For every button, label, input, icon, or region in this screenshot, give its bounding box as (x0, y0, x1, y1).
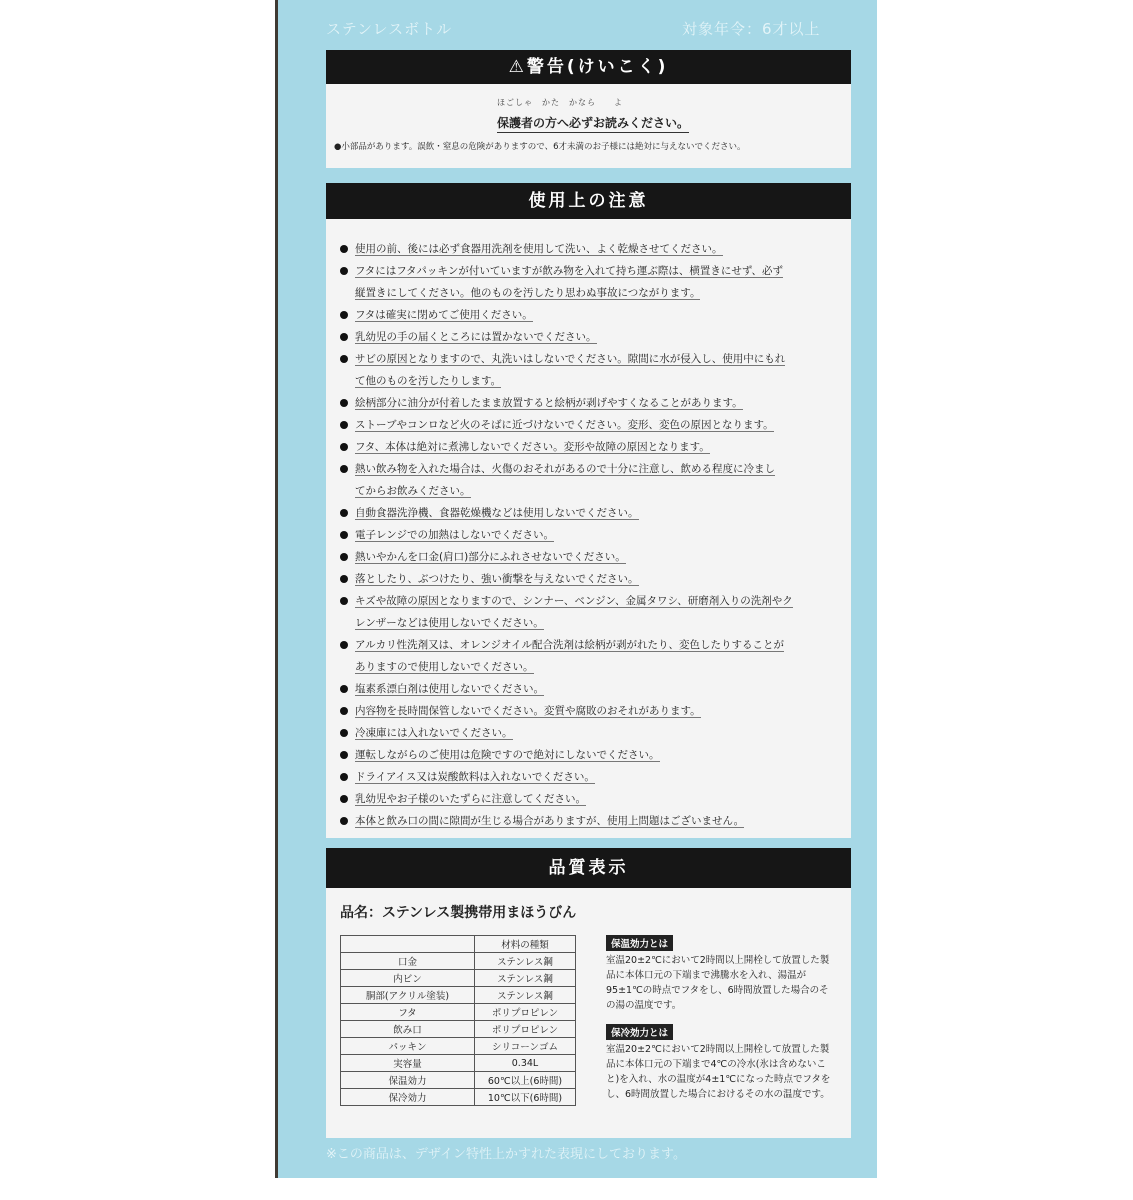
caution-line: 塩素系漂白剤は使用しないでください。 (355, 683, 544, 695)
caution-item (340, 436, 840, 458)
bullet-icon (340, 641, 348, 649)
part-cell: 実容量 (341, 1055, 475, 1072)
table-row (341, 970, 576, 987)
cold-title: 保冷効力とは (606, 1024, 673, 1040)
bullet-icon (340, 531, 348, 539)
material-cell: 0.34L (475, 1055, 576, 1072)
caution-line: フタ、本体は絶対に煮沸しないでください。変形や故障の原因となります。 (355, 441, 710, 453)
quality-title: 品質表示 (326, 848, 851, 888)
caution-text (355, 348, 785, 392)
bullet-icon (340, 707, 348, 715)
bullet-icon (340, 355, 348, 363)
caution-text (355, 326, 597, 348)
bullet-icon (340, 729, 348, 737)
caution-text (355, 414, 774, 436)
caution-text (355, 238, 723, 260)
bullet-icon (340, 773, 348, 781)
material-cell: ステンレス鋼 (475, 953, 576, 970)
material-cell: 10℃以下(6時間) (475, 1089, 576, 1106)
caution-text (355, 502, 639, 524)
caution-item (340, 326, 840, 348)
caution-line: 乳幼児の手の届くところには置かないでください。 (355, 331, 597, 343)
guardian-note: 保護者の方へ必ずお読みください。 (497, 114, 689, 133)
age-label: 対象年令：6才以上 (682, 20, 821, 38)
part-cell: パッキン (341, 1038, 475, 1055)
caution-text (355, 436, 710, 458)
caution-text (355, 546, 626, 568)
box-edge (275, 0, 278, 1178)
bullet-icon (340, 553, 348, 561)
caution-text (355, 810, 744, 832)
caution-line: キズや故障の原因となりますので、シンナー、ベンジン、金属タワシ、研磨剤入りの洗剤やク (355, 595, 793, 607)
caution-line: 乳幼児やお子様のいたずらに注意してください。 (355, 793, 586, 805)
table-row (341, 1072, 576, 1089)
caution-line: サビの原因となりますので、丸洗いはしないでください。隙間に水が侵入し、使用中にもれ (355, 353, 786, 365)
caution-text (355, 700, 701, 722)
caution-item (340, 414, 840, 436)
caution-item (340, 634, 840, 678)
caution-item (340, 810, 840, 832)
caution-item (340, 304, 840, 326)
material-cell: 60℃以上(6時間) (475, 1072, 576, 1089)
caution-text (355, 722, 513, 744)
table-row (341, 953, 576, 970)
caution-item (340, 392, 840, 414)
bullet-icon (340, 575, 348, 583)
caution-line: 熱い飲み物を入れた場合は、火傷のおそれがあるので十分に注意し、飲める程度に冷まし (355, 463, 775, 475)
part-cell: 胴部(アクリル塗装) (341, 987, 475, 1004)
caution-line: 運転しながらのご使用は危険ですので絶対にしないでください。 (355, 749, 660, 761)
bullet-icon (340, 597, 348, 605)
caution-line: てからお飲みください。 (355, 485, 471, 497)
caution-line: ありますので使用しないでください。 (355, 661, 534, 673)
product-name: 品名：ステンレス製携帯用まほうびん (340, 905, 577, 921)
caution-item (340, 788, 840, 810)
caution-item (340, 590, 840, 634)
table-row (341, 1089, 576, 1106)
bullet-icon (340, 685, 348, 693)
table-row (341, 987, 576, 1004)
table-row (341, 1004, 576, 1021)
caution-item (340, 766, 840, 788)
caution-text (355, 744, 660, 766)
bullet-icon (340, 399, 348, 407)
caution-line: 熱いやかんを口金(肩口)部分にふれさせないでください。 (355, 551, 626, 563)
material-cell: ステンレス鋼 (475, 970, 576, 987)
bullet-icon (340, 421, 348, 429)
caution-line: フタにはフタパッキンが付いていますが飲み物を入れて持ち運ぶ際は、横置きにせず、必ず (355, 265, 783, 277)
material-cell: ポリプロピレン (475, 1004, 576, 1021)
part-cell: 保温効力 (341, 1072, 475, 1089)
bullet-icon (340, 795, 348, 803)
caution-text (355, 788, 586, 810)
caution-line: 落としたり、ぶつけたり、強い衝撃を与えないでください。 (355, 573, 639, 585)
caution-item (340, 238, 840, 260)
part-cell: 飲み口 (341, 1021, 475, 1038)
bullet-icon (340, 443, 348, 451)
caution-text (355, 524, 554, 546)
caution-line: 内容物を長時間保管しないでください。変質や腐敗のおそれがあります。 (355, 705, 701, 717)
caution-text (355, 458, 775, 502)
material-cell: シリコーンゴム (475, 1038, 576, 1055)
caution-line: アルカリ性洗剤又は、オレンジオイル配合洗剤は絵柄が剥がれたり、変色したりすることが (355, 639, 785, 651)
caution-line: 冷凍庫には入れないでください。 (355, 727, 513, 739)
caution-text (355, 304, 533, 326)
caution-line: 本体と飲み口の間に隙間が生じる場合がありますが、使用上問題はございません。 (355, 815, 745, 827)
caution-text (355, 766, 595, 788)
bullet-icon (340, 817, 348, 825)
caution-item (340, 348, 840, 392)
material-cell: ポリプロピレン (475, 1021, 576, 1038)
cold-text: 室温20±2℃において2時間以上開栓して放置した製品に本体口元の下端まで4℃の冷水(氷は含めないこと)を入れ、水の温度が4±1℃になった時点でフタをし、6時間放置した場合におけるその水の温度です。 (606, 1044, 831, 1100)
cautions-list (340, 238, 840, 832)
caution-line: 自動食器洗浄機、食器乾燥機などは使用しないでください。 (355, 507, 639, 519)
part-cell: 口金 (341, 953, 475, 970)
warning-ruby: ほごしゃ かた かなら よ (497, 98, 623, 107)
caution-text (355, 392, 743, 414)
caution-item (340, 458, 840, 502)
caution-line: ドライアイス又は炭酸飲料は入れないでください。 (355, 771, 595, 783)
spec-table (340, 935, 576, 1106)
caution-item (340, 744, 840, 766)
bullet-icon (340, 509, 348, 517)
caution-line: レンザーなどは使用しないでください。 (355, 617, 544, 629)
warning-text: ●小部品があります。誤飲・窒息の危険がありますので、6才未満のお子様には絶対に与えないでください。 (334, 142, 746, 152)
caution-line: ストーブやコンロなど火のそばに近づけないでください。変形、変色の原因となります。 (355, 419, 774, 431)
caution-item (340, 546, 840, 568)
bullet-icon (340, 465, 348, 473)
caution-item (340, 524, 840, 546)
caution-text (355, 568, 639, 590)
part-cell: 保冷効力 (341, 1089, 475, 1106)
table-header-row (341, 936, 576, 953)
part-cell: 内ビン (341, 970, 475, 987)
caution-item (340, 568, 840, 590)
table-header: 材料の種類 (475, 936, 576, 953)
material-cell: ステンレス鋼 (475, 987, 576, 1004)
caution-line: 電子レンジでの加熱はしないでください。 (355, 529, 554, 541)
bullet-icon (340, 267, 348, 275)
product-label: ステンレスボトル (326, 20, 453, 38)
caution-item (340, 502, 840, 524)
caution-item (340, 700, 840, 722)
part-cell: フタ (341, 1004, 475, 1021)
table-row (341, 1021, 576, 1038)
bullet-icon (340, 751, 348, 759)
caution-line: 使用の前、後には必ず食器用洗剤を使用して洗い、よく乾燥させてください。 (355, 243, 723, 255)
caution-line: フタは確実に閉めてご使用ください。 (355, 309, 533, 321)
caution-item (340, 260, 840, 304)
cautions-title: 使用上の注意 (326, 183, 851, 219)
caution-line: 絵柄部分に油分が付着したまま放置すると絵柄が剥げやすくなることがあります。 (355, 397, 743, 409)
bullet-icon (340, 333, 348, 341)
table-row (341, 1055, 576, 1072)
caution-item (340, 722, 840, 744)
caution-text (355, 590, 793, 634)
table-corner-cell (341, 936, 475, 953)
caution-item (340, 678, 840, 700)
bullet-icon (340, 245, 348, 253)
bullet-icon (340, 311, 348, 319)
table-row (341, 1038, 576, 1055)
caution-text (355, 260, 783, 304)
caution-text (355, 634, 784, 678)
heat-title: 保温効力とは (606, 935, 673, 951)
heat-text: 室温20±2℃において2時間以上開栓して放置した製品に本体口元の下端まで沸騰水を入れ、湯温が95±1℃の時点でフタをし、6時間放置した場合のその湯の温度です。 (606, 955, 830, 1011)
caution-line: 縦置きにしてください。他のものを汚したり思わぬ事故につながります。 (355, 287, 701, 299)
footer-note: ※この商品は、デザイン特性上かすれた表現にしております。 (326, 1147, 686, 1162)
caution-line: て他のものを汚したりします。 (355, 375, 502, 387)
caution-text (355, 678, 544, 700)
warning-title: ⚠警告(けいこく) (326, 50, 851, 84)
